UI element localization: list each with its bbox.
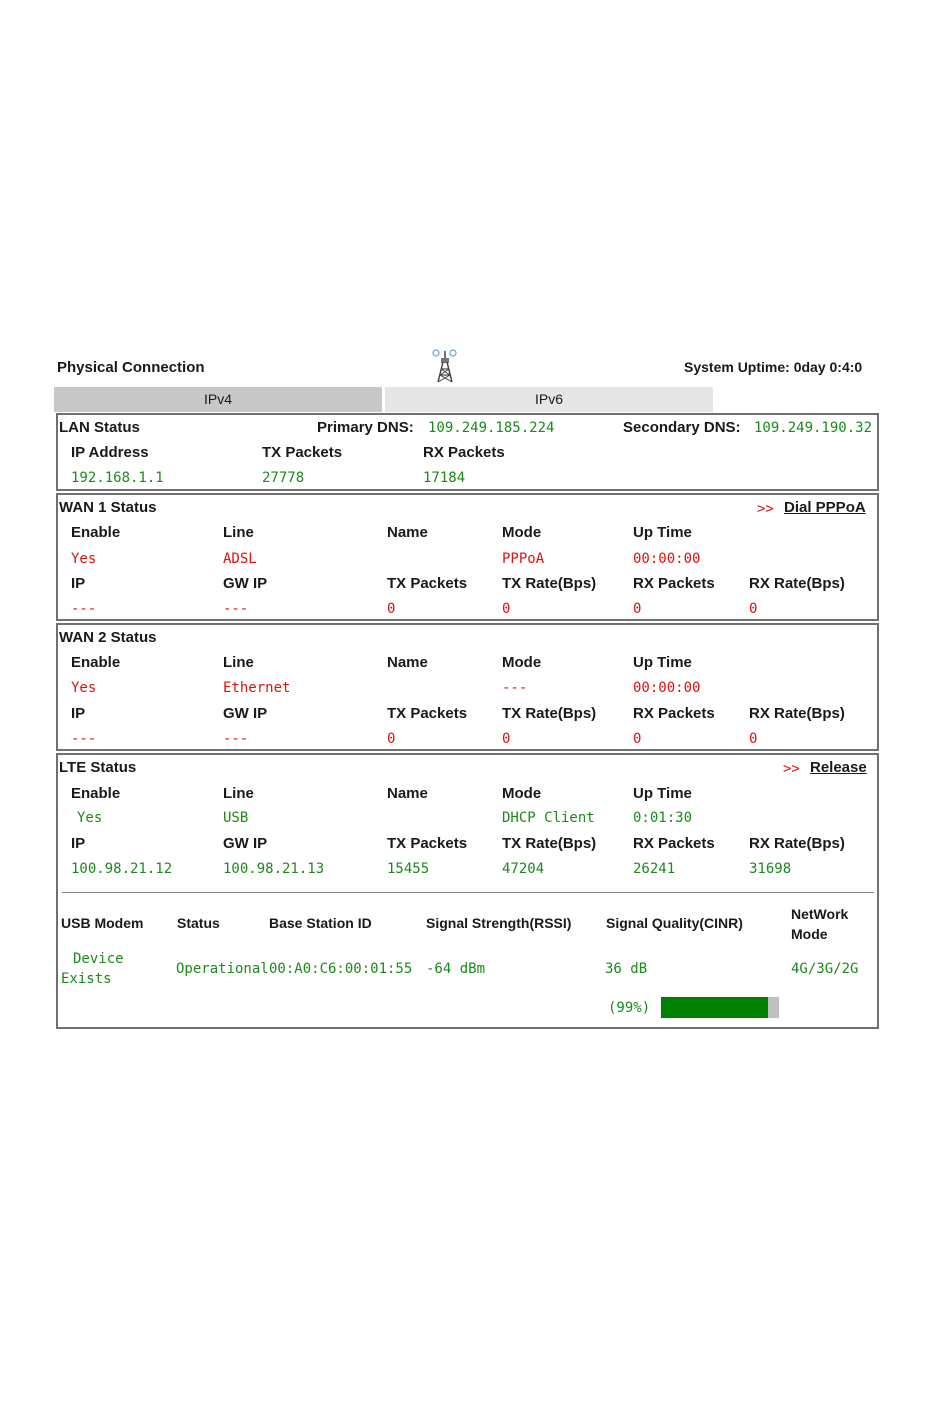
signal-quality-bar-fill — [661, 997, 768, 1018]
cinr-value: 36 dB — [605, 961, 648, 977]
antenna-tower-icon — [428, 348, 462, 384]
modem-header-network: NetWork — [791, 906, 849, 922]
wan2-rxrate-value: 0 — [749, 731, 758, 747]
wan2-header-mode: Mode — [502, 654, 542, 671]
wan1-action-arrow: >> — [757, 501, 774, 517]
dial-pppoa-link[interactable]: Dial PPPoA — [784, 499, 866, 516]
lan-header-rx: RX Packets — [423, 444, 505, 461]
wan2-txrate-value: 0 — [502, 731, 511, 747]
wan1-header-enable: Enable — [71, 524, 121, 541]
wan1-txpackets-value: 0 — [387, 601, 396, 617]
wan2-gwip-value: --- — [223, 731, 249, 747]
lte-header-name: Name — [387, 785, 428, 802]
lte-header-enable: Enable — [71, 785, 121, 802]
network-mode-value: 4G/3G/2G — [791, 961, 859, 977]
wan2-header-rxpackets: RX Packets — [633, 705, 715, 722]
wan2-header-gwip: GW IP — [223, 705, 268, 722]
wan2-uptime-value: 00:00:00 — [633, 680, 701, 696]
system-uptime: System Uptime: 0day 0:4:0 — [684, 359, 863, 375]
rssi-value: -64 dBm — [426, 961, 486, 977]
lte-header-txrate: TX Rate(Bps) — [502, 835, 597, 852]
lan-header-ip: IP Address — [71, 444, 149, 461]
wan2-header-txrate: TX Rate(Bps) — [502, 705, 597, 722]
lte-header-txpackets: TX Packets — [387, 835, 468, 852]
wan2-header-txpackets: TX Packets — [387, 705, 468, 722]
modem-header-mode: Mode — [791, 926, 828, 942]
lte-status-panel — [56, 753, 879, 1029]
wan1-rxpackets-value: 0 — [633, 601, 642, 617]
modem-device-line1: Device — [73, 951, 124, 967]
secondary-dns-value: 109.249.190.32 — [754, 420, 873, 436]
modem-status-value: Operational — [176, 961, 269, 977]
secondary-dns-label: Secondary DNS: — [623, 419, 741, 436]
lte-uptime-value: 0:01:30 — [633, 810, 693, 826]
wan1-header-rxpackets: RX Packets — [633, 575, 715, 592]
signal-percent-label: (99%) — [608, 1000, 651, 1016]
lte-header-ip: IP — [71, 835, 86, 852]
lan-ip-value: 192.168.1.1 — [71, 470, 164, 486]
wan2-enable-value: Yes — [71, 680, 97, 696]
wan1-rxrate-value: 0 — [749, 601, 758, 617]
wan1-txrate-value: 0 — [502, 601, 511, 617]
tab-ipv4[interactable]: IPv4 — [54, 387, 382, 412]
lan-tx-value: 27778 — [262, 470, 305, 486]
wan1-header-txpackets: TX Packets — [387, 575, 468, 592]
wan2-header-ip: IP — [71, 705, 86, 722]
wan2-line-value: Ethernet — [223, 680, 291, 696]
lte-header-rxrate: RX Rate(Bps) — [749, 835, 845, 852]
lte-gwip-value: 100.98.21.13 — [223, 861, 325, 877]
lte-txpackets-value: 15455 — [387, 861, 430, 877]
wan2-header-line: Line — [223, 654, 254, 671]
modem-header-rssi: Signal Strength(RSSI) — [426, 915, 572, 931]
wan2-txpackets-value: 0 — [387, 731, 396, 747]
wan1-header-line: Line — [223, 524, 254, 541]
wan1-line-value: ADSL — [223, 551, 257, 567]
lte-header-rxpackets: RX Packets — [633, 835, 715, 852]
signal-quality-bar — [661, 997, 779, 1018]
lte-divider — [62, 892, 874, 893]
wan2-ip-value: --- — [71, 731, 97, 747]
lte-status-title: LTE Status — [59, 759, 137, 776]
base-station-id-value: 00:A0:C6:00:01:55 — [269, 961, 413, 977]
wan2-mode-value: --- — [502, 680, 528, 696]
lte-action-arrow: >> — [783, 761, 800, 777]
lte-header-line: Line — [223, 785, 254, 802]
wan1-status-title: WAN 1 Status — [59, 499, 157, 516]
wan2-header-name: Name — [387, 654, 428, 671]
lte-rxpackets-value: 26241 — [633, 861, 676, 877]
tab-ipv6[interactable]: IPv6 — [385, 387, 713, 412]
wan2-header-uptime: Up Time — [633, 654, 692, 671]
wan1-ip-value: --- — [71, 601, 97, 617]
lte-mode-value: DHCP Client — [502, 810, 595, 826]
primary-dns-label: Primary DNS: — [317, 419, 414, 436]
wan1-enable-value: Yes — [71, 551, 97, 567]
lan-status-title: LAN Status — [59, 419, 140, 436]
lte-ip-value: 100.98.21.12 — [71, 861, 173, 877]
wan2-status-title: WAN 2 Status — [59, 629, 157, 646]
wan2-header-enable: Enable — [71, 654, 121, 671]
wan2-header-rxrate: RX Rate(Bps) — [749, 705, 845, 722]
lte-txrate-value: 47204 — [502, 861, 545, 877]
lan-rx-value: 17184 — [423, 470, 466, 486]
modem-header-basestation: Base Station ID — [269, 915, 372, 931]
primary-dns-value: 109.249.185.224 — [428, 420, 555, 436]
lan-header-tx: TX Packets — [262, 444, 343, 461]
lte-line-value: USB — [223, 810, 249, 826]
modem-header-status: Status — [177, 915, 220, 931]
wan1-header-txrate: TX Rate(Bps) — [502, 575, 597, 592]
wan1-uptime-value: 00:00:00 — [633, 551, 701, 567]
lte-header-mode: Mode — [502, 785, 542, 802]
lte-rxrate-value: 31698 — [749, 861, 792, 877]
wan1-header-gwip: GW IP — [223, 575, 268, 592]
modem-header-usbmodem: USB Modem — [61, 915, 144, 931]
lte-enable-value: Yes — [77, 810, 103, 826]
release-link[interactable]: Release — [810, 759, 867, 776]
wan1-mode-value: PPPoA — [502, 551, 545, 567]
lte-header-uptime: Up Time — [633, 785, 692, 802]
page-title: Physical Connection — [57, 359, 205, 376]
wan1-header-mode: Mode — [502, 524, 542, 541]
lte-header-gwip: GW IP — [223, 835, 268, 852]
wan1-header-rxrate: RX Rate(Bps) — [749, 575, 845, 592]
wan1-header-uptime: Up Time — [633, 524, 692, 541]
modem-device-line2: Exists — [61, 971, 112, 987]
modem-header-cinr: Signal Quality(CINR) — [606, 915, 743, 931]
wan1-header-ip: IP — [71, 575, 86, 592]
wan1-gwip-value: --- — [223, 601, 249, 617]
wan2-rxpackets-value: 0 — [633, 731, 642, 747]
wan1-header-name: Name — [387, 524, 428, 541]
